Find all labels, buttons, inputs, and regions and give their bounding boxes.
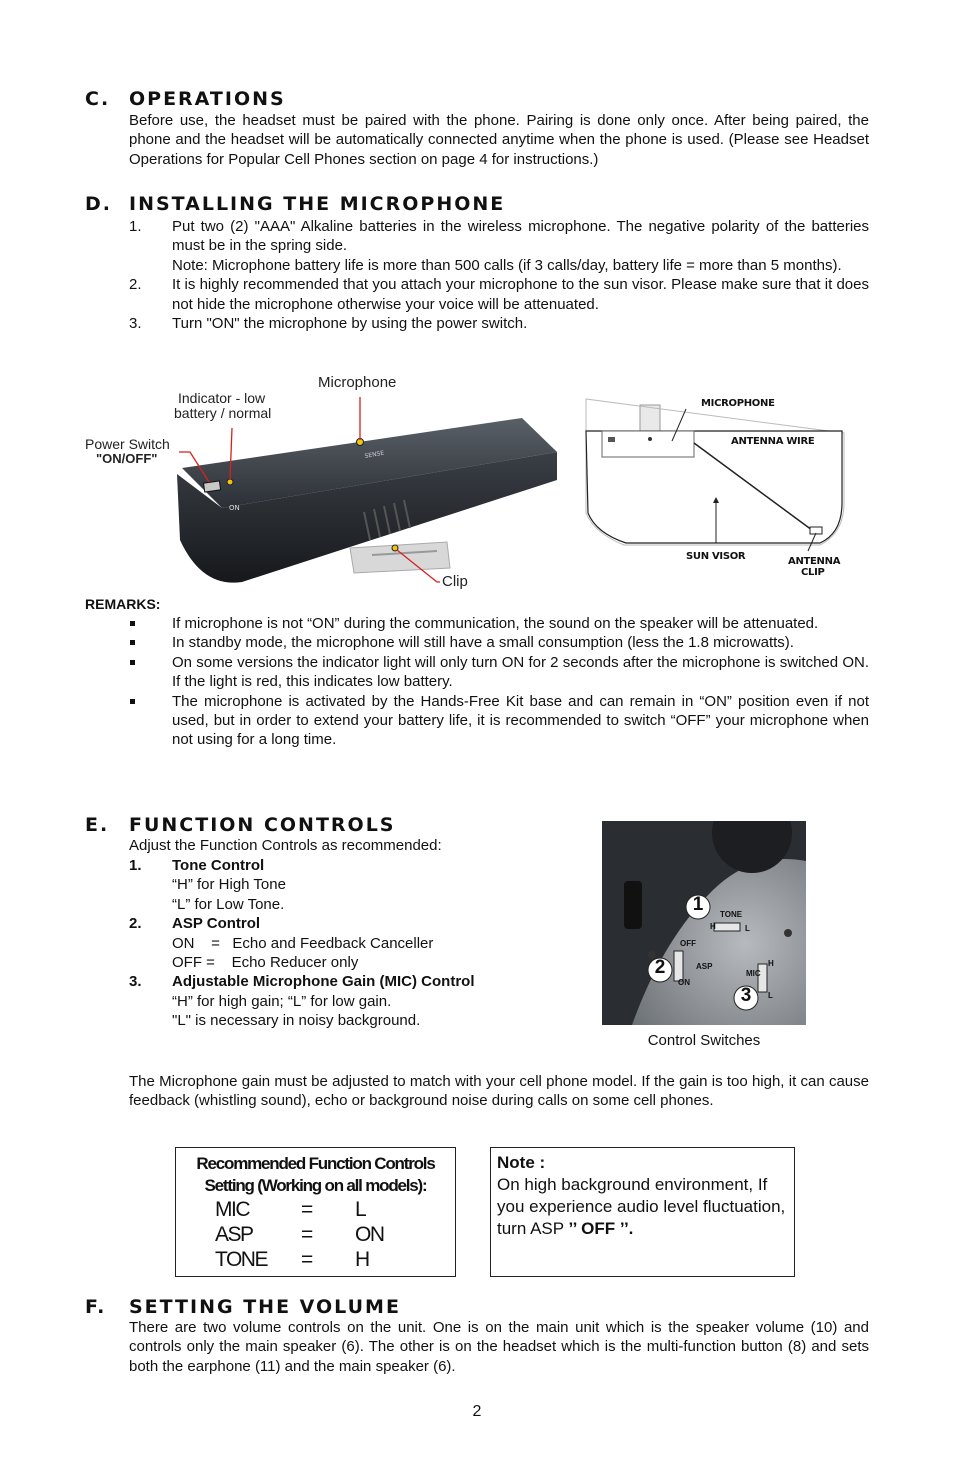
control-switches-image (602, 821, 806, 1025)
item-line: OFF = Echo Reducer only (172, 954, 359, 972)
section-letter: C. (85, 88, 111, 110)
indicator-label-line2: battery / normal (174, 405, 272, 421)
device-on-text: ON (229, 504, 240, 512)
section-title: INSTALLING THE MICROPHONE (129, 193, 506, 215)
item-line: "L" is necessary in noisy background. (172, 1012, 421, 1030)
callout-3: 3 (740, 985, 752, 1006)
step-number: 2. (129, 276, 142, 294)
setting-row (176, 1247, 455, 1272)
remarks-heading: REMARKS: (85, 596, 161, 612)
on-off-label: "ON/OFF" (96, 451, 158, 466)
item-number: 3. (129, 973, 142, 991)
callout-2: 2 (654, 957, 666, 978)
sun-visor-diagram (584, 393, 846, 585)
diagram-microphone-label: MICROPHONE (701, 398, 775, 409)
step-text: It is highly recommended that you attach your microphone to the sun visor. Please make sure that it does not hide the microphone otherwise your voice will be attenuated. (172, 276, 869, 313)
asp-on-label: ON (678, 978, 690, 987)
photo-caption: Control Switches (647, 1032, 761, 1049)
item-heading: Tone Control (172, 857, 265, 874)
section-d-heading (85, 193, 505, 215)
recommended-settings-box (175, 1147, 456, 1277)
step-number: 3. (129, 315, 142, 333)
list-item (129, 314, 869, 333)
function-controls-list (129, 856, 599, 1031)
control-switches-photo (602, 821, 806, 1025)
list-item: The microphone is activated by the Hands-Free Kit base and can remain in “ON” position even if not used, but in order to extend your battery life, it is recommended to switch “OFF” your microphone when not using for a long time. (129, 692, 869, 750)
section-title: SETTING THE VOLUME (129, 1296, 401, 1318)
list-item: On some versions the indicator light will only turn ON for 2 seconds after the microphone is switched ON. If the light is red, this indicates low battery. (129, 653, 869, 692)
mic-h-label: H (768, 959, 774, 968)
gain-paragraph: The Microphone gain must be adjusted to match with your cell phone model. If the gain is too high, it can cause feedback (whistling sound), echo or background noise during calls on some cell phones. (129, 1073, 869, 1110)
list-item (129, 914, 599, 972)
note-quote-close: ’’. (615, 1219, 634, 1238)
mic-label: MIC (746, 969, 761, 978)
mic-l-label: L (768, 991, 773, 1000)
note-title: Note : (497, 1153, 546, 1172)
setting-key: TONE (215, 1248, 267, 1271)
step-number: 1. (129, 218, 142, 235)
section-c-heading (85, 88, 286, 110)
section-e-heading (85, 814, 395, 836)
recommended-title-line1: Recommended Function Controls (196, 1154, 435, 1173)
setting-row (176, 1222, 455, 1247)
asp-off-label: OFF (680, 939, 696, 948)
item-line: “H” for High Tone (172, 876, 286, 894)
power-switch-label: Power Switch (85, 436, 170, 452)
installing-steps (129, 217, 869, 333)
section-f-heading (85, 1296, 401, 1318)
antenna-wire-label: ANTENNA WIRE (731, 436, 815, 447)
remarks-list (129, 614, 869, 750)
indicator-label-line1: Indicator - low (178, 390, 266, 406)
setting-key: MIC (215, 1198, 249, 1221)
list-item (129, 856, 599, 914)
microphone-device-image (82, 370, 562, 595)
list-item (129, 217, 869, 275)
setting-equals: = (301, 1248, 312, 1271)
item-number: 1. (129, 857, 142, 874)
antenna-clip-label-1: ANTENNA (788, 556, 841, 567)
list-item: If microphone is not “ON” during the communication, the sound on the speaker will be attenuated. (129, 614, 869, 633)
step-text: Turn "ON" the microphone by using the power switch. (172, 315, 528, 333)
tone-label: TONE (720, 910, 743, 919)
device-brand-text: SENSE (364, 449, 385, 460)
setting-row (176, 1197, 455, 1222)
note-off: OFF (581, 1219, 616, 1238)
setting-key: ASP (215, 1223, 253, 1246)
setting-equals: = (301, 1223, 312, 1246)
section-letter: F. (85, 1296, 107, 1318)
note-text: On high background environment, If you experience audio level fluctuation, turn ASP (497, 1175, 786, 1238)
setting-equals: = (301, 1198, 312, 1221)
recommended-title-line2: Setting (Working on all models): (204, 1176, 427, 1195)
list-item: In standby mode, the microphone will still have a small consumption (less the 1.8 microwatts). (129, 633, 869, 652)
setting-value: ON (355, 1223, 384, 1246)
function-controls-intro: Adjust the Function Controls as recommended: (129, 837, 442, 854)
note-quote-open: ’’ (568, 1219, 582, 1238)
callout-1: 1 (692, 894, 704, 915)
operations-paragraph: Before use, the headset must be paired with the phone. Pairing is done only once. After being paired, the phone and the headset will be automatically connected anytime when the phone is used. (Please see Headset Operations for Popular Cell Phones section on page 4 for instructions.) (129, 112, 869, 168)
section-title: FUNCTION CONTROLS (129, 814, 396, 836)
item-heading: Adjustable Microphone Gain (MIC) Control (172, 973, 475, 991)
item-line: “H” for high gain; “L” for low gain. (172, 992, 392, 1010)
tone-h-label: H (710, 922, 716, 931)
item-line: “L” for Low Tone. (172, 895, 285, 913)
asp-label: ASP (696, 962, 713, 971)
microphone-label: Microphone (318, 374, 397, 391)
section-letter: D. (85, 193, 112, 215)
step-text: Put two (2) "AAA" Alkaline batteries in the wireless microphone. The negative polarity of the batteries must be in the spring side. (172, 218, 869, 255)
item-line: ON = Echo and Feedback Canceller (172, 934, 434, 952)
antenna-clip-label-2: CLIP (801, 567, 825, 578)
setting-value: H (355, 1248, 369, 1271)
sun-visor-label: SUN VISOR (686, 551, 746, 562)
microphone-figure (82, 370, 562, 595)
page-number: 2 (472, 1403, 482, 1420)
section-letter: E. (85, 814, 110, 836)
setting-value: L (355, 1198, 366, 1221)
section-title: OPERATIONS (129, 88, 286, 110)
item-number: 2. (129, 915, 142, 933)
tone-l-label: L (745, 924, 750, 933)
clip-label: Clip (442, 573, 468, 590)
item-heading: ASP Control (172, 915, 261, 933)
step-note: Note: Microphone battery life is more than 500 calls (if 3 calls/day, battery life = more than 5 months). (172, 256, 842, 274)
list-item (129, 275, 869, 314)
list-item (129, 972, 599, 1030)
note-box (490, 1147, 795, 1277)
volume-paragraph: There are two volume controls on the unit. One is on the main unit which is the speaker volume (10) and controls only the main speaker (6). The other is on the headset which is the multi-function button (8) and sets both the earphone (11) and the main speaker (6). (129, 1319, 869, 1375)
